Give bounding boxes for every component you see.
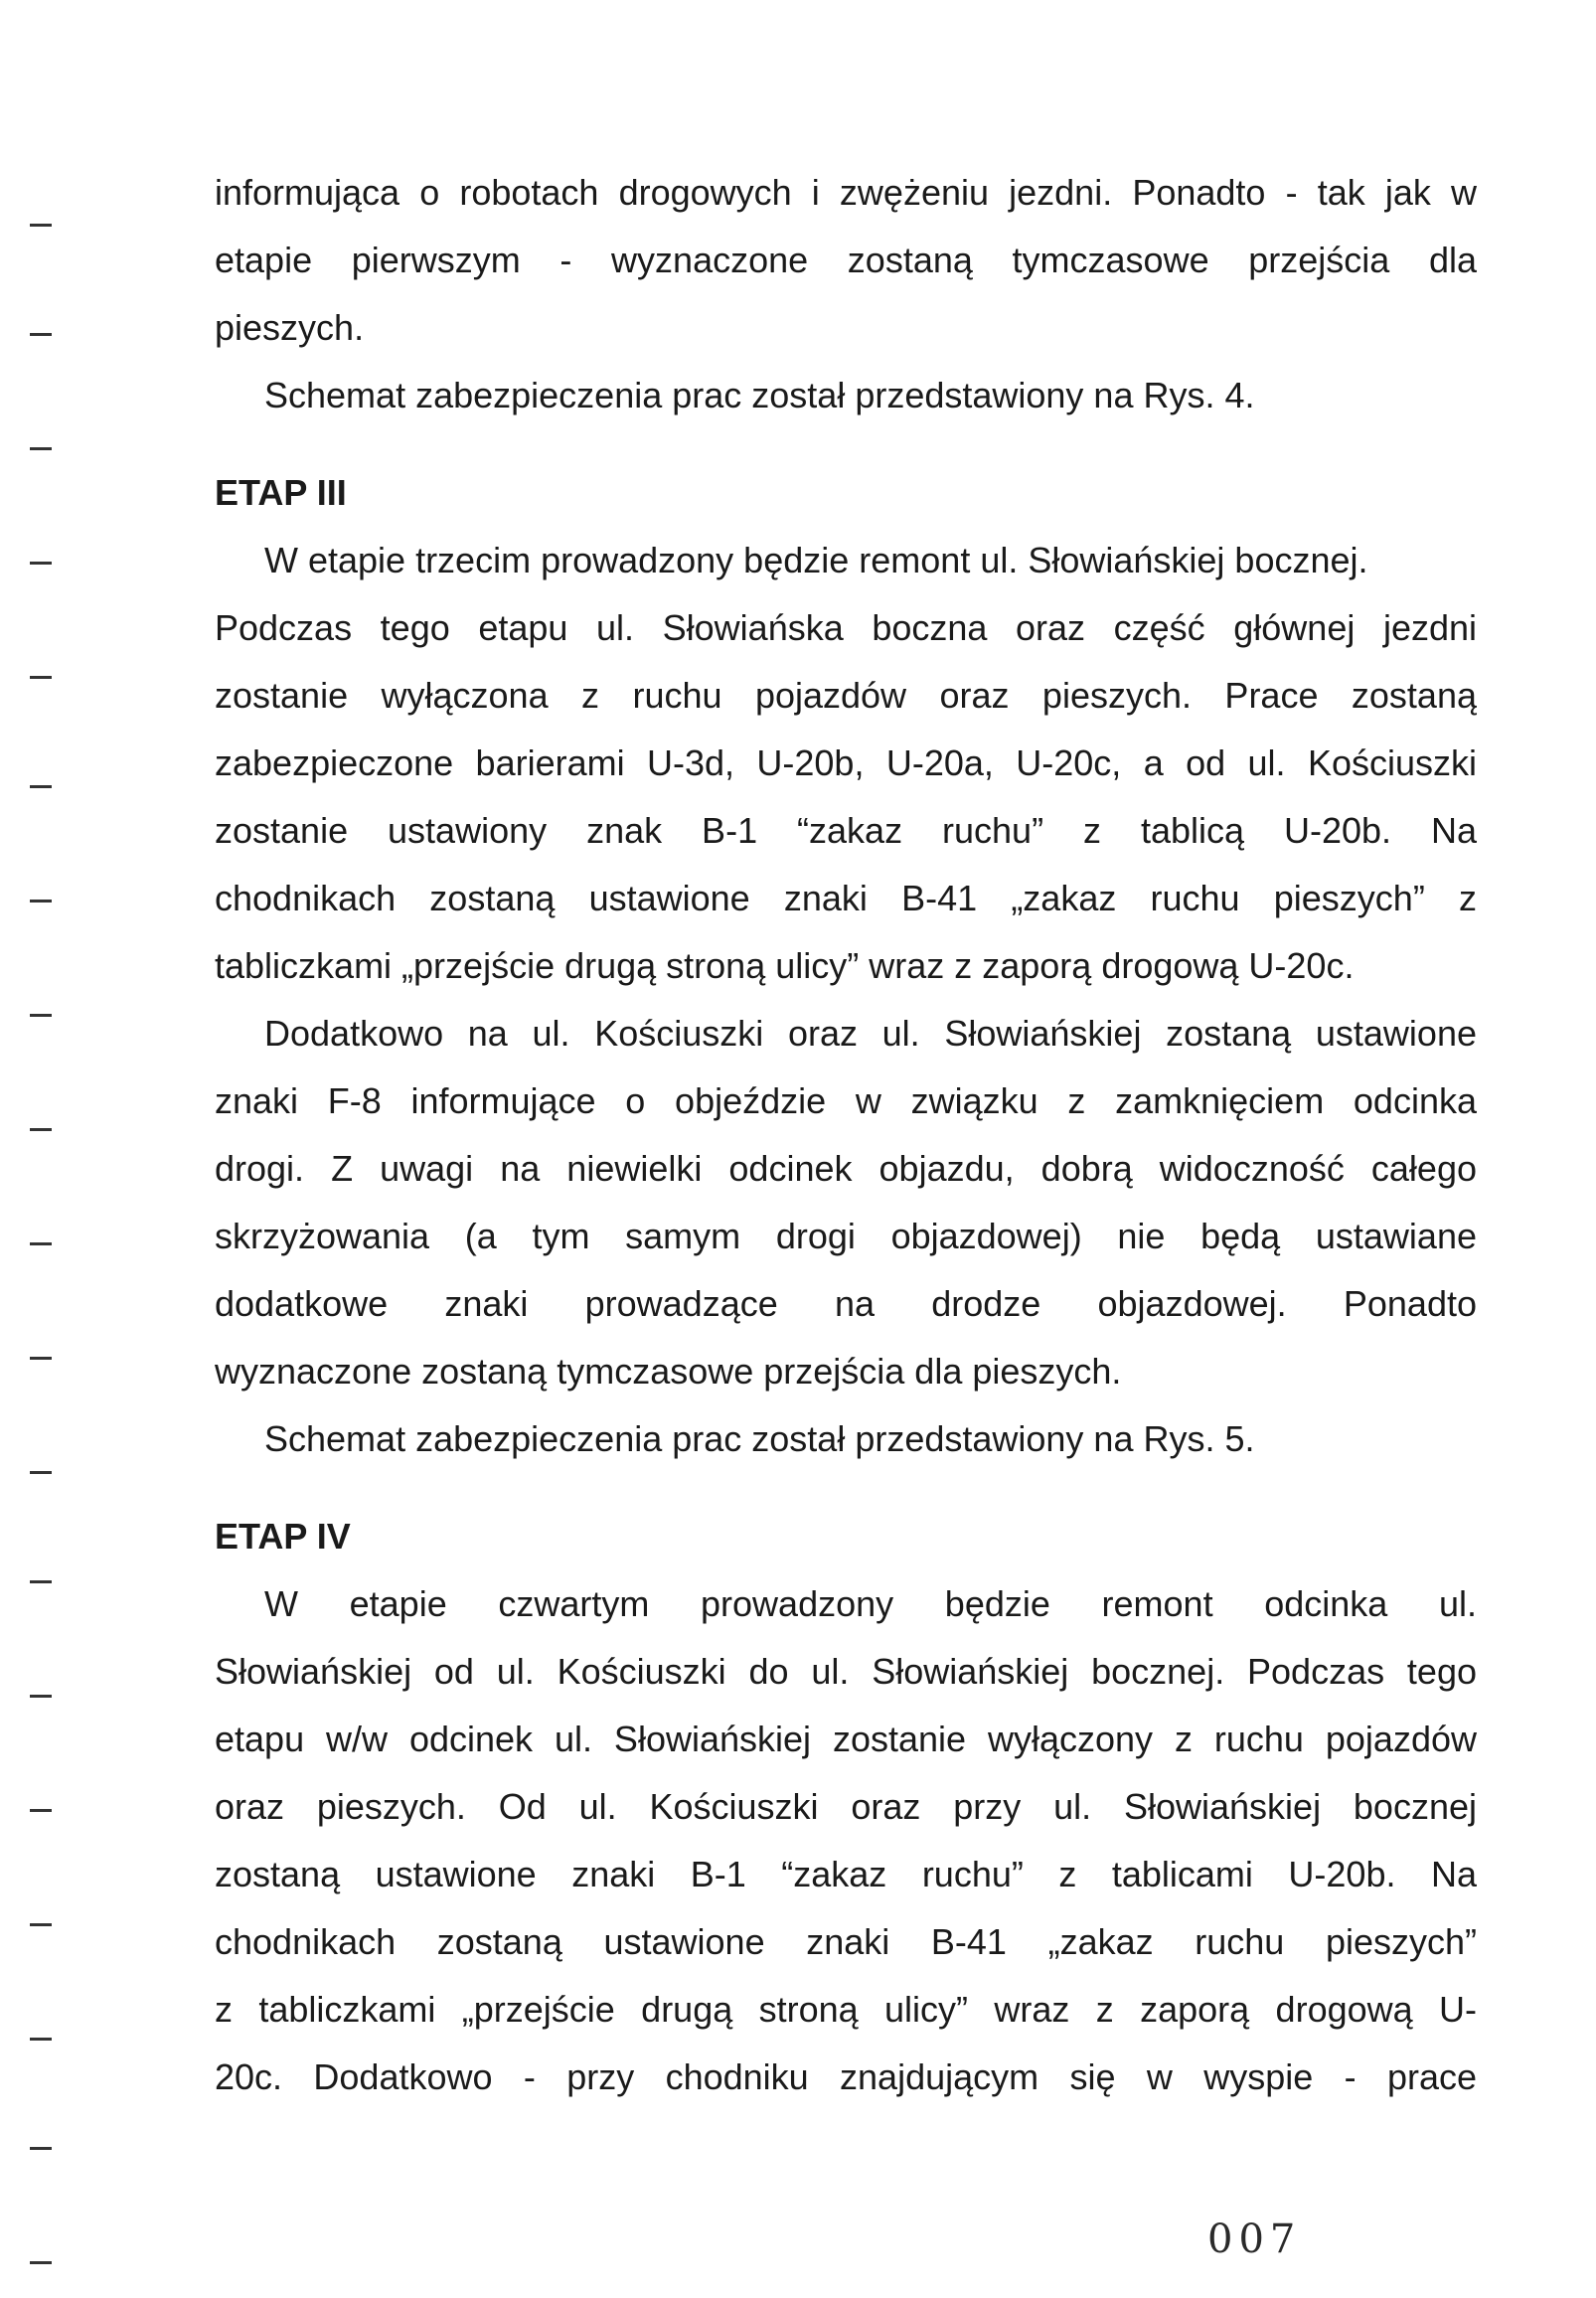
margin-mark [30, 562, 52, 565]
text-line: Słowiańskiej od ul. Kościuszki do ul. Słowiańskiej bocznej. Podczas tego [215, 1651, 1477, 1692]
margin-mark [30, 900, 52, 903]
paragraph-etap-3 [215, 527, 1477, 1000]
margin-mark [30, 333, 52, 336]
text-line: zabezpieczone barierami U-3d, U-20b, U-20a, U-20c, a od ul. Kościuszki [215, 742, 1477, 783]
text-line: Schemat zabezpieczenia prac został przedstawiony na Rys. 4. [264, 375, 1255, 415]
margin-mark [30, 1471, 52, 1474]
paragraph-intro [215, 159, 1477, 362]
text-line: zostaną ustawione znaki B-1 “zakaz ruchu” z tablicami U-20b. Na [215, 1854, 1477, 1894]
text-line: z tabliczkami „przejście drugą stroną ulicy” wraz z zaporą drogową U- [215, 1989, 1477, 2030]
text-line: drogi. Z uwagi na niewielki odcinek objazdu, dobrą widoczność całego [215, 1148, 1477, 1189]
paragraph-scheme-ref-5 [215, 1405, 1477, 1473]
margin-mark [30, 676, 52, 679]
text-line: Dodatkowo na ul. Kościuszki oraz ul. Słowiańskiej zostaną ustawione [264, 1013, 1477, 1054]
text-line: tabliczkami „przejście drugą stroną ulicy” wraz z zaporą drogową U-20c. [215, 945, 1355, 986]
document-body [215, 159, 1477, 2111]
margin-mark [30, 2038, 52, 2041]
margin-mark [30, 1695, 52, 1698]
text-line: dodatkowe znaki prowadzące na drodze objazdowej. Ponadto [215, 1283, 1477, 1324]
text-line: Podczas tego etapu ul. Słowiańska boczna oraz część głównej jezdni [215, 607, 1477, 648]
margin-mark [30, 447, 52, 450]
margin-mark [30, 1580, 52, 1583]
margin-mark [30, 1809, 52, 1812]
text-line: W etapie trzecim prowadzony będzie remont ul. Słowiańskiej bocznej. [264, 540, 1368, 580]
section-heading-etap-4: ETAP IV [215, 1516, 351, 1557]
text-line: zostanie ustawiony znak B-1 “zakaz ruchu” z tablicą U-20b. Na [215, 810, 1477, 851]
margin-mark [30, 1128, 52, 1131]
section-heading-etap-3: ETAP III [215, 472, 347, 513]
text-line: skrzyżowania (a tym samym drogi objazdowej) nie będą ustawiane [215, 1216, 1477, 1256]
margin-mark [30, 2261, 52, 2264]
margin-mark [30, 785, 52, 788]
margin-mark [30, 1923, 52, 1926]
margin-mark [30, 2147, 52, 2150]
paragraph-etap-4 [215, 1570, 1477, 2111]
text-line: etapu w/w odcinek ul. Słowiańskiej zostanie wyłączony z ruchu pojazdów [215, 1719, 1477, 1759]
text-line: etapie pierwszym - wyznaczone zostaną tymczasowe przejścia dla [215, 240, 1477, 280]
text-line: zostanie wyłączona z ruchu pojazdów oraz pieszych. Prace zostaną [215, 675, 1477, 716]
text-line: Schemat zabezpieczenia prac został przedstawiony na Rys. 5. [264, 1418, 1255, 1459]
margin-mark [30, 1014, 52, 1017]
text-line: wyznaczone zostaną tymczasowe przejścia dla pieszych. [215, 1351, 1122, 1392]
text-line: chodnikach zostaną ustawione znaki B-41 „zakaz ruchu pieszych” z [215, 878, 1477, 918]
page-number: 007 [1207, 2216, 1302, 2262]
margin-mark [30, 224, 52, 227]
paragraph-scheme-ref-4 [215, 362, 1477, 429]
margin-mark [30, 1357, 52, 1360]
text-line: informująca o robotach drogowych i zwężeniu jezdni. Ponadto - tak jak w [215, 172, 1477, 213]
text-line: W etapie czwartym prowadzony będzie remont odcinka ul. [264, 1583, 1477, 1624]
text-line: 20c. Dodatkowo - przy chodniku znajdującym się w wyspie - prace [215, 2056, 1477, 2097]
margin-mark [30, 1242, 52, 1245]
text-line: pieszych. [215, 307, 365, 348]
text-line: oraz pieszych. Od ul. Kościuszki oraz przy ul. Słowiańskiej bocznej [215, 1786, 1477, 1827]
paragraph-etap-3-detour [215, 1000, 1477, 1405]
text-line: chodnikach zostaną ustawione znaki B-41 „zakaz ruchu pieszych” [215, 1921, 1477, 1962]
text-line: znaki F-8 informujące o objeździe w związku z zamknięciem odcinka [215, 1080, 1477, 1121]
